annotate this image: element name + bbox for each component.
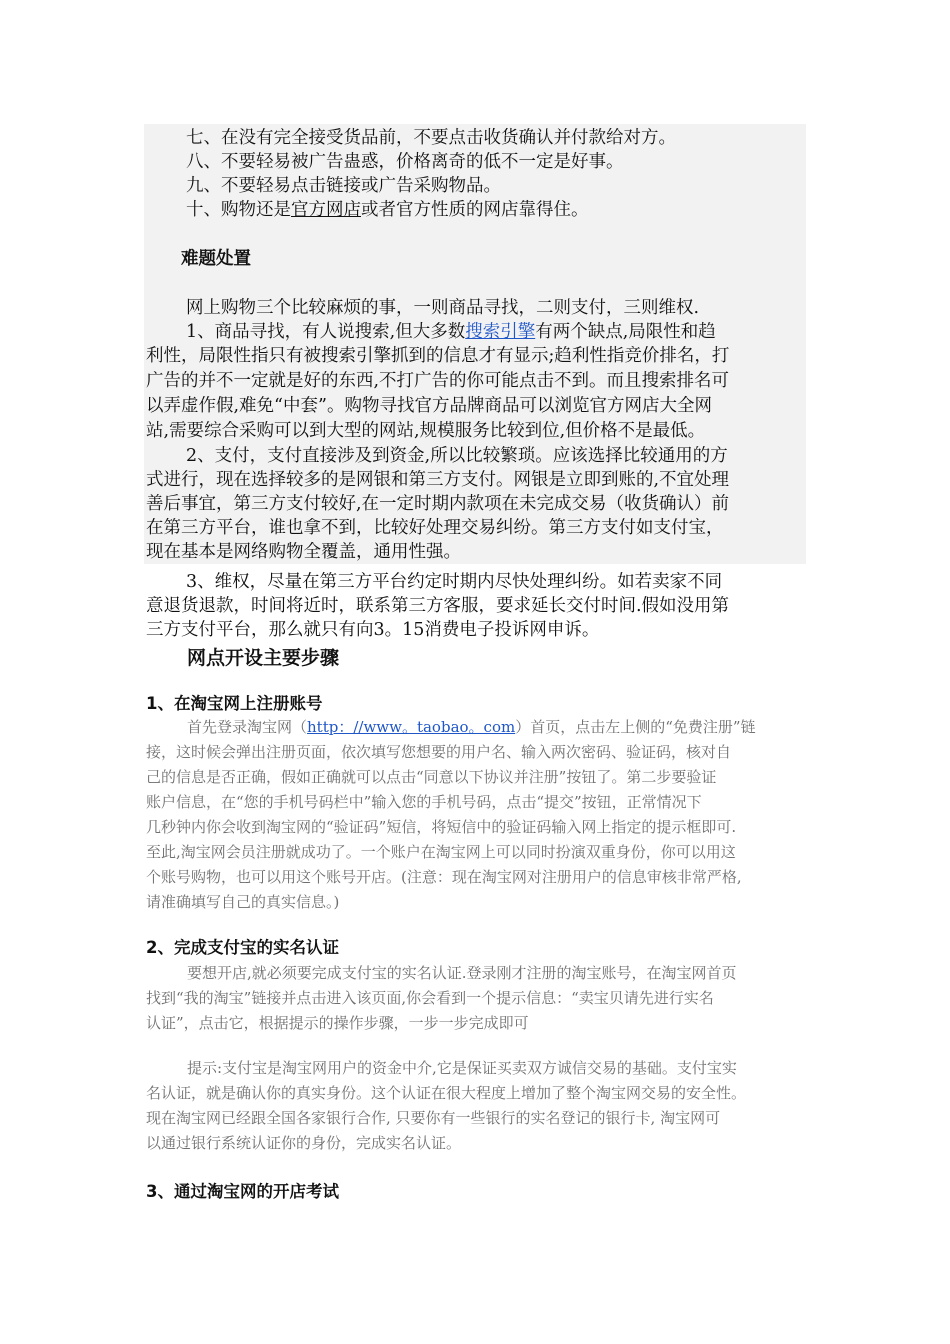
step1-line1 [187, 716, 756, 738]
step1-line7: 个账号购物，也可以用这个账号开店。(注意：现在淘宝网对注册用户的信息审核非常严格, [146, 868, 742, 886]
step1-line5: 几秒钟内你会收到淘宝网的“验证码”短信，将短信中的验证码输入网上指定的提示框即可. [146, 818, 737, 836]
para2-line5: 现在基本是网络购物全覆盖，通用性强。 [146, 542, 461, 562]
step2-line1: 要想开店,就必须要完成支付宝的实名认证.登录刚才注册的淘宝账号，在淘宝网首页 [187, 964, 737, 982]
para2-line3: 善后事宜，第三方支付较好,在一定时期内款项在未完成交易（收货确认）前 [146, 494, 730, 514]
para1-line5: 站,需要综合采购可以到大型的网站,规模服务比较到位,但价格不是最低。 [146, 421, 706, 441]
step1-line4: 账户信息，在“您的手机号码栏中”输入您的手机号码，点击“提交”按钮，正常情况下 [146, 793, 702, 811]
steps-title: 网点开设主要步骤 [187, 647, 340, 669]
step1-line2: 接，这时候会弹出注册页面，依次填写您想要的用户名、输入两次密码、验证码，核对自 [146, 743, 732, 761]
para3-line1: 3、维权，尽量在第三方平台约定时期内尽快处理纠纷。如若卖家不同 [186, 572, 723, 592]
taobao-url-link[interactable]: http：//www。taobao。com [307, 718, 516, 736]
tip-7: 七、在没有完全接受货品前，不要点击收货确认并付款给对方。 [186, 128, 676, 148]
difficulty-intro: 网上购物三个比较麻烦的事，一则商品寻找，二则支付，三则维权. [186, 298, 700, 318]
step2-tip-line3: 现在淘宝网已经跟全国各家银行合作, 只要你有一些银行的实名登记的银行卡, 淘宝网可 [146, 1109, 721, 1127]
step1-line6: 至此,淘宝网会员注册就成功了。一个账户在淘宝网上可以同时扮演双重身份，你可以用这 [146, 843, 736, 861]
para2-line1: 2、支付，支付直接涉及到资金,所以比较繁琐。应该选择比较通用的方 [186, 446, 728, 466]
para1-text-b: 有两个缺点,局限性和趋 [535, 322, 716, 342]
para3-line2: 意退货退款，时间将近时，联系第三方客服，要求延长交付时间.假如没用第 [146, 596, 730, 616]
tip-9: 九、不要轻易点击链接或广告采购物品。 [186, 176, 501, 196]
step2-tip-line4: 以通过银行系统认证你的身份，完成实名认证。 [146, 1134, 462, 1152]
step1-text-b: ）首页，点击左上侧的“免费注册”链 [515, 718, 756, 736]
difficulty-heading: 难题处置 [181, 249, 251, 269]
step1-line8: 请准确填写自己的真实信息。) [146, 893, 340, 911]
official-store-link[interactable]: 官方网店 [291, 200, 361, 220]
step2-tip-line1: 提示:支付宝是淘宝网用户的资金中介,它是保证买卖双方诚信交易的基础。支付宝实 [187, 1059, 737, 1077]
para1-line1 [186, 320, 716, 344]
step2-line3: 认证”，点击它，根据提示的操作步骤，一步一步完成即可 [146, 1014, 529, 1032]
para3-line3: 三方支付平台，那么就只有向3。15消费电子投诉网申诉。 [146, 620, 600, 640]
para1-line4: 以弄虚作假,难免“中套”。购物寻找官方品牌商品可以浏览官方网店大全网 [146, 396, 712, 416]
tip-8: 八、不要轻易被广告蛊惑，价格离奇的低不一定是好事。 [186, 152, 624, 172]
para1-line2: 利性，局限性指只有被搜索引擎抓到的信息才有显示;趋利性指竞价排名，打 [146, 346, 730, 366]
search-engine-link[interactable]: 搜索引擎 [465, 322, 536, 342]
tip-10 [186, 198, 589, 222]
tip-10-text-a: 十、购物还是 [186, 200, 291, 220]
step2-line2: 找到“我的淘宝”链接并点击进入该页面,你会看到一个提示信息：“卖宝贝请先进行实名 [146, 989, 714, 1007]
tip-10-text-b: 或者官方性质的网店靠得住。 [361, 200, 589, 220]
step1-text-a: 首先登录淘宝网（ [187, 718, 308, 736]
para1-text-a: 1、商品寻找，有人说搜索,但大多数 [186, 322, 466, 342]
step2-heading: 2、完成支付宝的实名认证 [146, 938, 339, 957]
step2-tip-line2: 名认证，就是确认你的真实身份。这个认证在很大程度上增加了整个淘宝网交易的安全性。 [146, 1084, 747, 1102]
para2-line4: 在第三方平台，谁也拿不到，比较好处理交易纠纷。第三方支付如支付宝， [146, 518, 724, 538]
step1-heading: 1、在淘宝网上注册账号 [146, 694, 323, 713]
para2-line2: 式进行，现在选择较多的是网银和第三方支付。网银是立即到账的,不宜处理 [146, 470, 730, 490]
para1-line3: 广告的并不一定就是好的东西,不打广告的你可能点击不到。而且搜索排名可 [146, 371, 730, 391]
step3-heading: 3、通过淘宝网的开店考试 [146, 1182, 339, 1201]
step1-line3: 己的信息是否正确，假如正确就可以点击“同意以下协议并注册”按钮了。第二步要验证 [146, 768, 717, 786]
